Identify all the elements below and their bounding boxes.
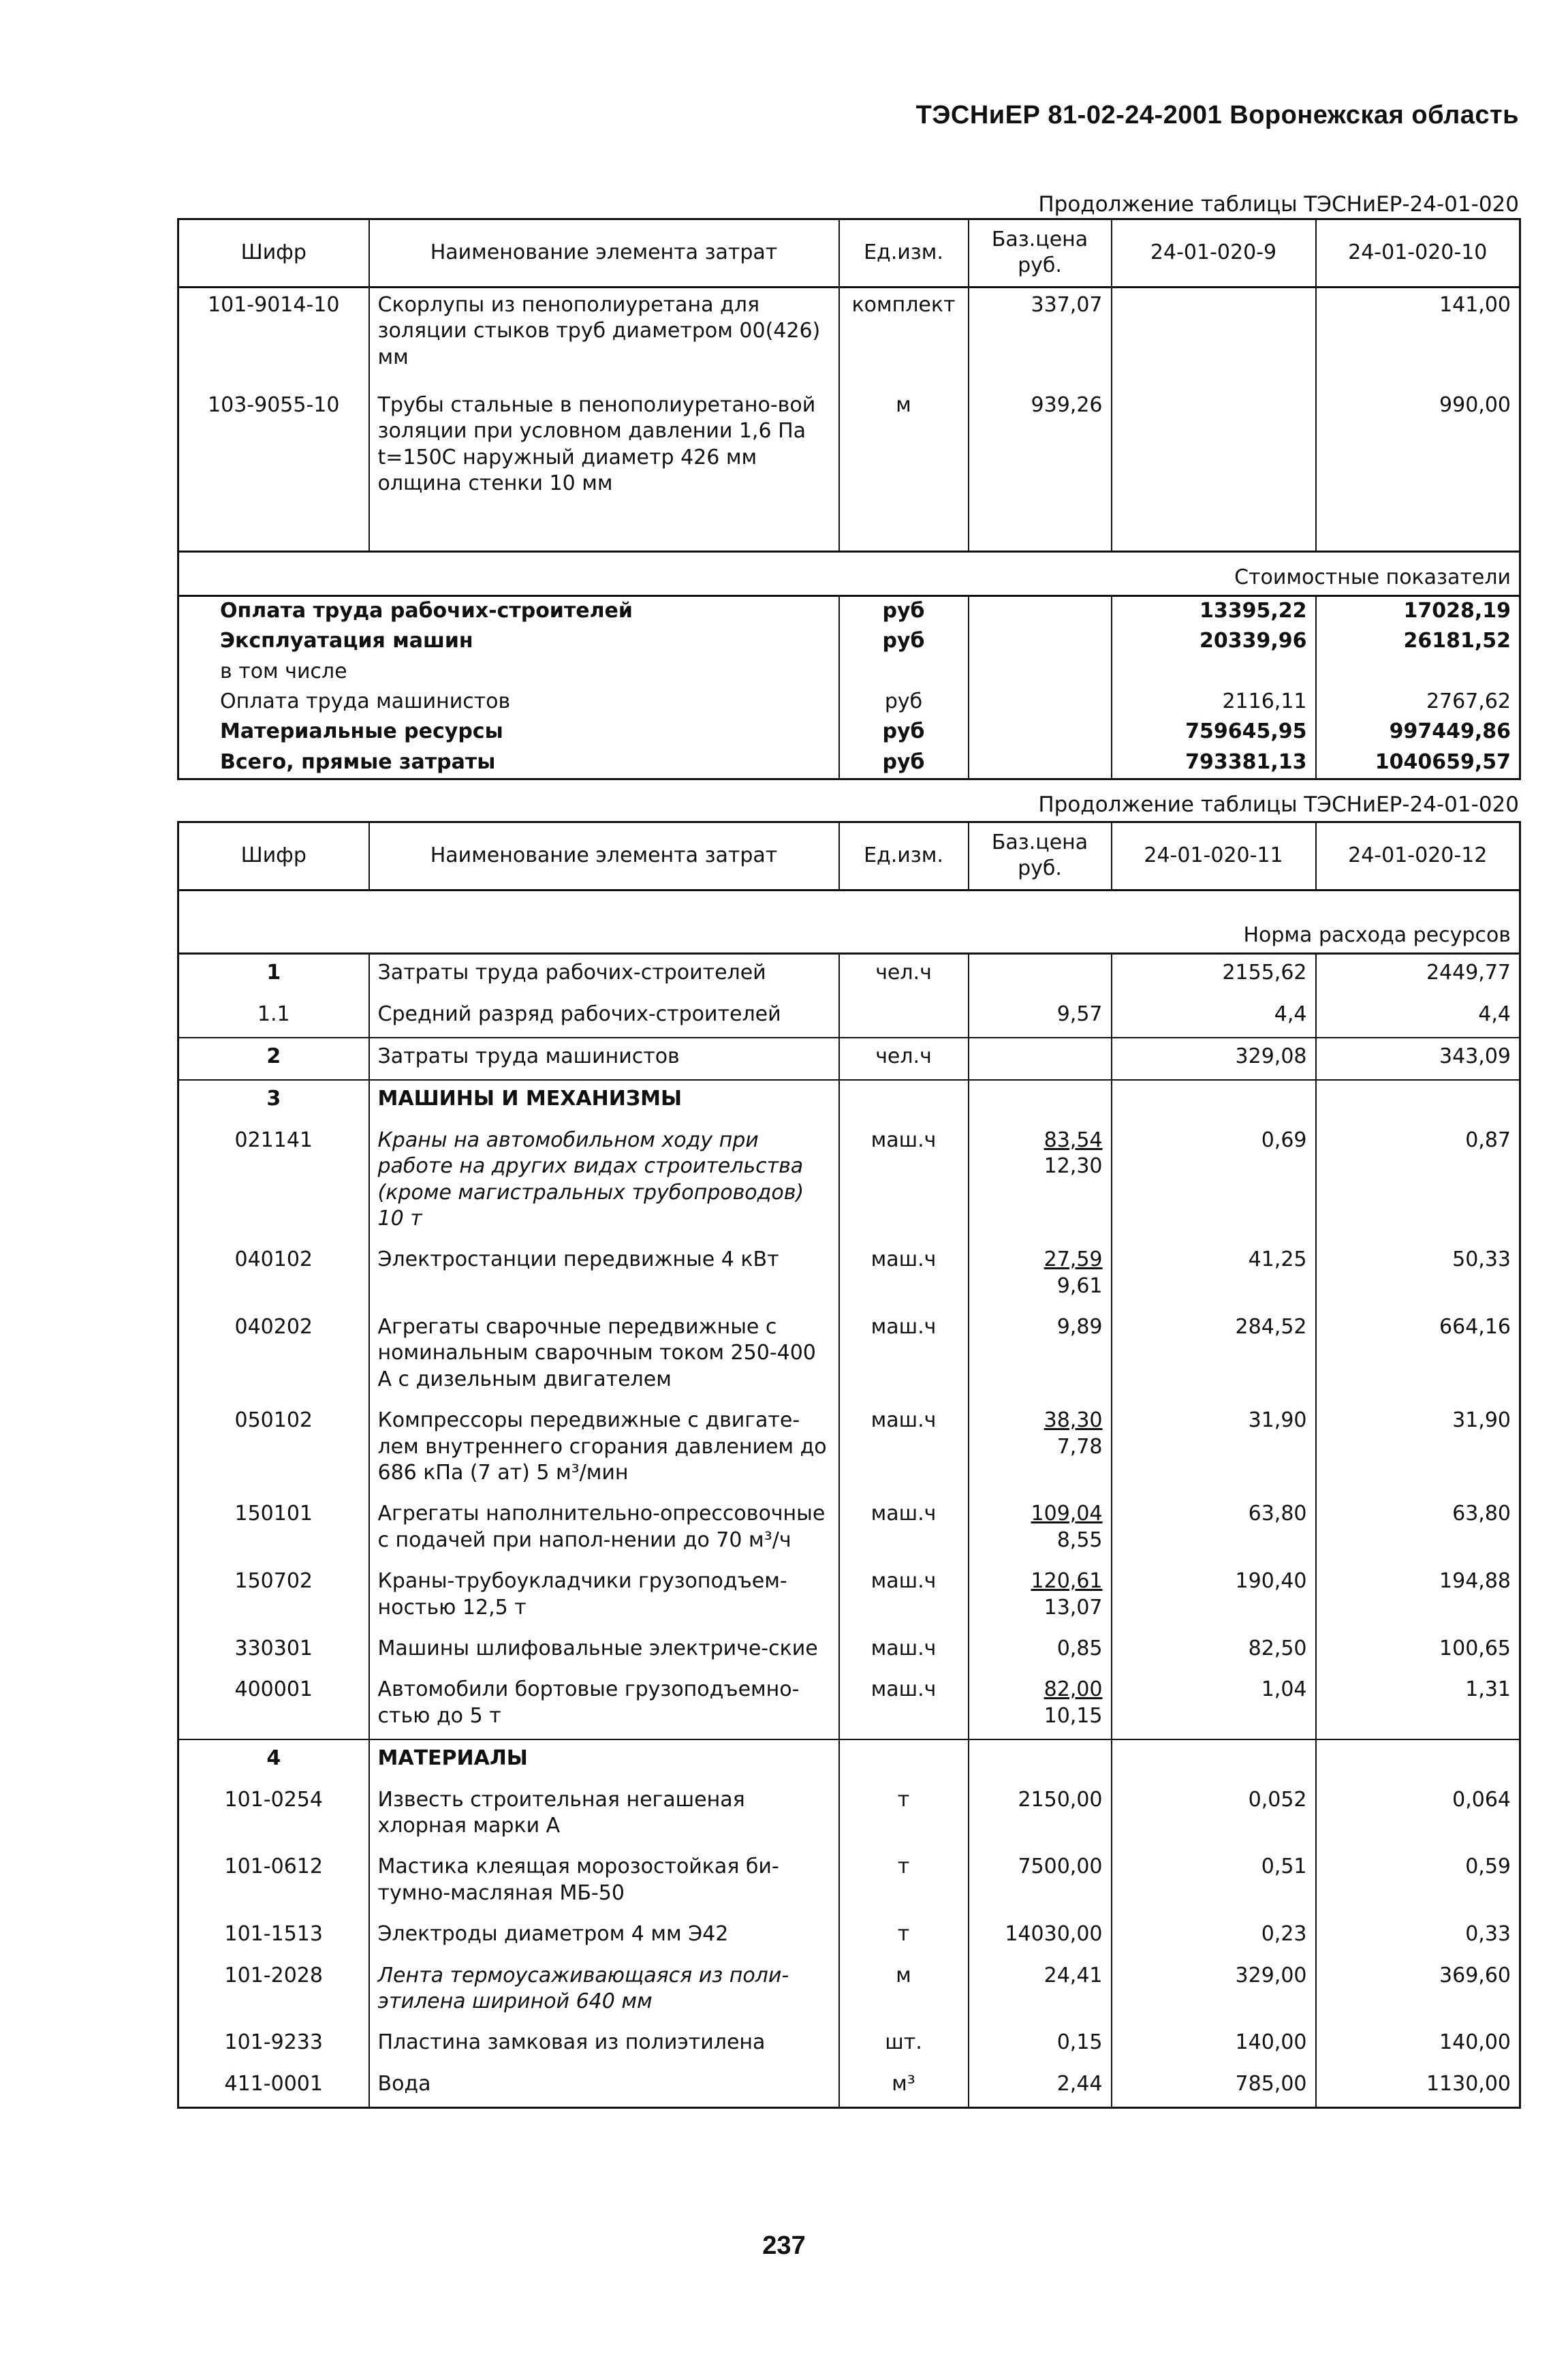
value-cell [1112, 1739, 1316, 1781]
table-2 [177, 821, 1521, 2109]
table2-col-header: Ед.изм. [839, 822, 969, 891]
document-header-title: ТЭСНиЕР 81-02-24-2001 Воронежская область [915, 101, 1519, 129]
value-cell [1316, 1739, 1520, 1781]
table2-col-header: Шифр [178, 822, 369, 891]
cost-name-cell: Оплата труда машинистов [178, 687, 839, 717]
value-cell: 26181,52 [1316, 627, 1520, 657]
code-cell: 040102 [178, 1241, 369, 1309]
section-label-row [178, 551, 1520, 595]
price-cell [969, 1563, 1112, 1630]
code-cell: 050102 [178, 1402, 369, 1496]
empty-cell [969, 657, 1112, 687]
name-cell: Автомобили бортовые грузоподъемно-стью до 5 т [369, 1671, 839, 1739]
price-value: 2,44 [1056, 2071, 1103, 2096]
value-cell: 100,65 [1316, 1630, 1520, 1671]
unit-cell [839, 1739, 969, 1781]
spacer-cell [369, 515, 839, 552]
table1-col-header: Баз.цена руб. [969, 219, 1112, 288]
value-cell: 4,4 [1316, 996, 1520, 1038]
value-cell: 1,04 [1112, 1671, 1316, 1739]
value-cell: 31,90 [1112, 1402, 1316, 1496]
price-value: 14030,00 [1005, 1922, 1103, 1947]
value-cell: 343,09 [1316, 1038, 1520, 1080]
price-cell [969, 954, 1112, 996]
price-cell [969, 1080, 1112, 1121]
value-cell: 63,80 [1316, 1496, 1520, 1563]
price-operator-value: 10,15 [1044, 1703, 1103, 1728]
name-cell: Электростанции передвижные 4 кВт [369, 1241, 839, 1309]
code-cell: 3 [178, 1080, 369, 1121]
price-value: 83,54 [1044, 1128, 1103, 1152]
table-row [178, 1848, 1520, 1916]
name-cell: Агрегаты наполнительно-опрессовочные с подачей при напол-нении до 70 м³/ч [369, 1496, 839, 1563]
table-1 [177, 218, 1521, 780]
price-cell [969, 1848, 1112, 1916]
code-cell: 101-2028 [178, 1957, 369, 2025]
unit-cell: м [839, 1957, 969, 2025]
table2-caption: Продолжение таблицы ТЭСНиЕР-24-01-020 [1038, 792, 1519, 817]
table1-col-header: Ед.изм. [839, 219, 969, 288]
code-cell: 101-0254 [178, 1782, 369, 1849]
unit-cell: т [839, 1782, 969, 1849]
table-row [178, 1496, 1520, 1563]
page-number: 237 [762, 2231, 806, 2260]
value-cell: 2449,77 [1316, 954, 1520, 996]
table1-header-row [178, 219, 1520, 288]
name-cell: Скорлупы из пенополиуретана для золяции стыков труб диаметром 00(426) мм [369, 287, 839, 388]
cost-name-cell: Материальные ресурсы [178, 717, 839, 747]
value-cell [1112, 287, 1316, 388]
table-row [178, 1739, 1520, 1781]
table-row [178, 1671, 1520, 1739]
name-cell: Лента термоусаживающаяся из поли-этилена шириной 640 мм [369, 1957, 839, 2025]
price-value: 0,85 [1056, 1636, 1103, 1660]
table-row [178, 1630, 1520, 1671]
price-cell [969, 1496, 1112, 1563]
value-cell: 329,00 [1112, 1957, 1316, 2025]
cost-name-cell: Всего, прямые затраты [178, 748, 839, 779]
value-cell: 194,88 [1316, 1563, 1520, 1630]
cost-row [178, 687, 1520, 717]
price-operator-value: 7,78 [1056, 1434, 1103, 1459]
unit-cell: руб [839, 748, 969, 779]
unit-cell: т [839, 1916, 969, 1957]
value-cell: 141,00 [1316, 287, 1520, 388]
unit-cell: руб [839, 627, 969, 657]
spacer-cell [1316, 515, 1520, 552]
value-cell: 41,25 [1112, 1241, 1316, 1309]
value-cell [1316, 657, 1520, 687]
table-row [178, 996, 1520, 1038]
name-cell: Затраты труда машинистов [369, 1038, 839, 1080]
table-row [178, 1241, 1520, 1309]
value-cell: 31,90 [1316, 1402, 1520, 1496]
value-cell: 0,59 [1316, 1848, 1520, 1916]
code-cell: 1 [178, 954, 369, 996]
unit-cell: т [839, 1848, 969, 1916]
value-cell: 1040659,57 [1316, 748, 1520, 779]
section-label: Стоимостные показатели [178, 551, 1520, 595]
value-cell: 0,69 [1112, 1122, 1316, 1242]
table-row [178, 388, 1520, 515]
value-cell: 997449,86 [1316, 717, 1520, 747]
price-value: 0,15 [1056, 2030, 1103, 2055]
unit-cell: маш.ч [839, 1496, 969, 1563]
table1-col-header: 24-01-020-9 [1112, 219, 1316, 288]
value-cell: 63,80 [1112, 1496, 1316, 1563]
price-value: 7500,00 [1018, 1855, 1103, 1879]
price-cell [969, 1782, 1112, 1849]
code-cell: 021141 [178, 1122, 369, 1242]
price-cell [969, 1916, 1112, 1957]
table2-body [178, 822, 1520, 2108]
table-row [178, 1782, 1520, 1849]
table-row [178, 1916, 1520, 1957]
price-cell [969, 2024, 1112, 2065]
name-cell: Средний разряд рабочих-строителей [369, 996, 839, 1038]
unit-cell: маш.ч [839, 1122, 969, 1242]
name-cell: МАШИНЫ И МЕХАНИЗМЫ [369, 1080, 839, 1121]
unit-cell: маш.ч [839, 1402, 969, 1496]
cost-row [178, 717, 1520, 747]
value-cell: 2155,62 [1112, 954, 1316, 996]
unit-cell: чел.ч [839, 954, 969, 996]
value-cell [1316, 1080, 1520, 1121]
table2-col-header: 24-01-020-12 [1316, 822, 1520, 891]
table-row [178, 1080, 1520, 1121]
table1-body [178, 219, 1520, 779]
price-cell [969, 1241, 1112, 1309]
unit-cell: комплект [839, 287, 969, 388]
spacer-cell [178, 515, 369, 552]
cost-name-cell: в том числе [178, 657, 839, 687]
price-cell [969, 1630, 1112, 1671]
price-value: 82,00 [1044, 1677, 1103, 1702]
code-cell: 103-9055-10 [178, 388, 369, 515]
name-cell: Краны на автомобильном ходу при работе на других видах строительства (кроме магистральных трубопроводов) 10 т [369, 1122, 839, 1242]
table1-col-header: Наименование элемента затрат [369, 219, 839, 288]
value-cell: 140,00 [1112, 2024, 1316, 2065]
spacer-cell [839, 515, 969, 552]
value-cell: 0,064 [1316, 1782, 1520, 1849]
empty-cell [969, 748, 1112, 779]
name-cell: Трубы стальные в пенополиуретано-вой золяции при условном давлении 1,6 Па t=150С наружный диаметр 426 мм олщина стенки 10 мм [369, 388, 839, 515]
code-cell: 101-9233 [178, 2024, 369, 2065]
price-value: 120,61 [1031, 1569, 1103, 1594]
table1-caption: Продолжение таблицы ТЭСНиЕР-24-01-020 [1038, 192, 1519, 217]
code-cell: 4 [178, 1739, 369, 1781]
spacer-cell [1112, 515, 1316, 552]
name-cell: Мастика клеящая морозостойкая би-тумно-масляная МБ-50 [369, 1848, 839, 1916]
code-cell: 150101 [178, 1496, 369, 1563]
spacer-cell [969, 515, 1112, 552]
unit-cell [839, 996, 969, 1038]
table-row [178, 1122, 1520, 1242]
spacer-row [178, 515, 1520, 552]
table2-col-header: Наименование элемента затрат [369, 822, 839, 891]
price-value: 9,57 [1056, 1002, 1103, 1026]
value-cell: 785,00 [1112, 2066, 1316, 2108]
name-cell: Электроды диаметром 4 мм Э42 [369, 1916, 839, 1957]
value-cell: 190,40 [1112, 1563, 1316, 1630]
value-cell [1112, 657, 1316, 687]
empty-cell [969, 595, 1112, 627]
price-cell [969, 1957, 1112, 2025]
unit-cell: маш.ч [839, 1671, 969, 1739]
code-cell: 330301 [178, 1630, 369, 1671]
value-cell: 1130,00 [1316, 2066, 1520, 2108]
value-cell: 0,052 [1112, 1782, 1316, 1849]
price-cell [969, 1671, 1112, 1739]
name-cell: МАТЕРИАЛЫ [369, 1739, 839, 1781]
code-cell: 101-1513 [178, 1916, 369, 1957]
price-value: 27,59 [1044, 1248, 1103, 1272]
value-cell: 82,50 [1112, 1630, 1316, 1671]
value-cell: 0,33 [1316, 1916, 1520, 1957]
value-cell: 284,52 [1112, 1309, 1316, 1402]
cost-row [178, 748, 1520, 779]
price-cell [969, 996, 1112, 1038]
value-cell: 2116,11 [1112, 687, 1316, 717]
name-cell: Краны-трубоукладчики грузоподъем-ностью 12,5 т [369, 1563, 839, 1630]
table1-col-header: 24-01-020-10 [1316, 219, 1520, 288]
unit-cell: маш.ч [839, 1563, 969, 1630]
value-cell: 20339,96 [1112, 627, 1316, 657]
value-cell: 17028,19 [1316, 595, 1520, 627]
value-cell: 329,08 [1112, 1038, 1316, 1080]
value-cell: 369,60 [1316, 1957, 1520, 2025]
section-label-row [178, 890, 1520, 953]
code-cell: 1.1 [178, 996, 369, 1038]
value-cell [1112, 1080, 1316, 1121]
price-cell [969, 1739, 1112, 1781]
price-value: 2150,00 [1018, 1787, 1103, 1812]
value-cell: 1,31 [1316, 1671, 1520, 1739]
price-operator-value: 8,55 [1056, 1528, 1103, 1552]
price-cell [969, 1122, 1112, 1242]
value-cell: 0,23 [1112, 1916, 1316, 1957]
cost-row [178, 595, 1520, 627]
price-value: 9,89 [1056, 1315, 1103, 1339]
empty-cell [969, 717, 1112, 747]
value-cell: 0,51 [1112, 1848, 1316, 1916]
code-cell: 101-9014-10 [178, 287, 369, 388]
price-value: 24,41 [1044, 1963, 1103, 1987]
name-cell: Вода [369, 2066, 839, 2108]
price-value: 109,04 [1031, 1502, 1103, 1526]
price-value: 38,30 [1044, 1408, 1103, 1433]
code-cell: 2 [178, 1038, 369, 1080]
unit-cell [839, 1080, 969, 1121]
name-cell: Машины шлифовальные электриче-ские [369, 1630, 839, 1671]
value-cell: 50,33 [1316, 1241, 1520, 1309]
unit-cell: шт. [839, 2024, 969, 2065]
table-row [178, 1038, 1520, 1080]
unit-cell: м³ [839, 2066, 969, 2108]
name-cell: Агрегаты сварочные передвижные с номинальным сварочным током 250-400 А с дизельным двигателем [369, 1309, 839, 1402]
value-cell: 2767,62 [1316, 687, 1520, 717]
table-row [178, 1563, 1520, 1630]
price-cell [969, 2066, 1112, 2108]
price-operator-value: 9,61 [1056, 1273, 1103, 1298]
price-cell [969, 1309, 1112, 1402]
code-cell: 101-0612 [178, 1848, 369, 1916]
code-cell: 411-0001 [178, 2066, 369, 2108]
cost-name-cell: Оплата труда рабочих-строителей [178, 595, 839, 627]
table-row [178, 2024, 1520, 2065]
unit-cell: руб [839, 717, 969, 747]
table-row [178, 1957, 1520, 2025]
unit-cell: чел.ч [839, 1038, 969, 1080]
price-cell: 939,26 [969, 388, 1112, 515]
table-row [178, 954, 1520, 996]
name-cell: Пластина замковая из полиэтилена [369, 2024, 839, 2065]
value-cell: 140,00 [1316, 2024, 1520, 2065]
cost-row [178, 657, 1520, 687]
table1-col-header: Шифр [178, 219, 369, 288]
unit-cell: руб [839, 595, 969, 627]
table-row [178, 1402, 1520, 1496]
unit-cell: м [839, 388, 969, 515]
cost-name-cell: Эксплуатация машин [178, 627, 839, 657]
empty-cell [969, 627, 1112, 657]
table2-header-row [178, 822, 1520, 891]
unit-cell [839, 657, 969, 687]
price-cell: 337,07 [969, 287, 1112, 388]
unit-cell: руб [839, 687, 969, 717]
name-cell: Известь строительная негашеная хлорная марки А [369, 1782, 839, 1849]
code-cell: 040202 [178, 1309, 369, 1402]
code-cell: 400001 [178, 1671, 369, 1739]
value-cell: 990,00 [1316, 388, 1520, 515]
empty-cell [969, 687, 1112, 717]
table-row [178, 1309, 1520, 1402]
price-operator-value: 12,30 [1044, 1154, 1103, 1179]
code-cell: 150702 [178, 1563, 369, 1630]
price-cell [969, 1038, 1112, 1080]
value-cell: 13395,22 [1112, 595, 1316, 627]
section-label: Норма расхода ресурсов [178, 890, 1520, 953]
unit-cell: маш.ч [839, 1309, 969, 1402]
table-row [178, 2066, 1520, 2108]
value-cell [1112, 388, 1316, 515]
name-cell: Затраты труда рабочих-строителей [369, 954, 839, 996]
unit-cell: маш.ч [839, 1630, 969, 1671]
unit-cell: маш.ч [839, 1241, 969, 1309]
price-cell [969, 1402, 1112, 1496]
cost-row [178, 627, 1520, 657]
table2-col-header: 24-01-020-11 [1112, 822, 1316, 891]
value-cell: 0,87 [1316, 1122, 1520, 1242]
name-cell: Компрессоры передвижные с двигате-лем внутреннего сгорания давлением до 686 кПа (7 ат) 5 м³/мин [369, 1402, 839, 1496]
value-cell: 793381,13 [1112, 748, 1316, 779]
price-operator-value: 13,07 [1044, 1595, 1103, 1620]
table-row [178, 287, 1520, 388]
table2-col-header: Баз.цена руб. [969, 822, 1112, 891]
value-cell: 664,16 [1316, 1309, 1520, 1402]
value-cell: 759645,95 [1112, 717, 1316, 747]
value-cell: 4,4 [1112, 996, 1316, 1038]
